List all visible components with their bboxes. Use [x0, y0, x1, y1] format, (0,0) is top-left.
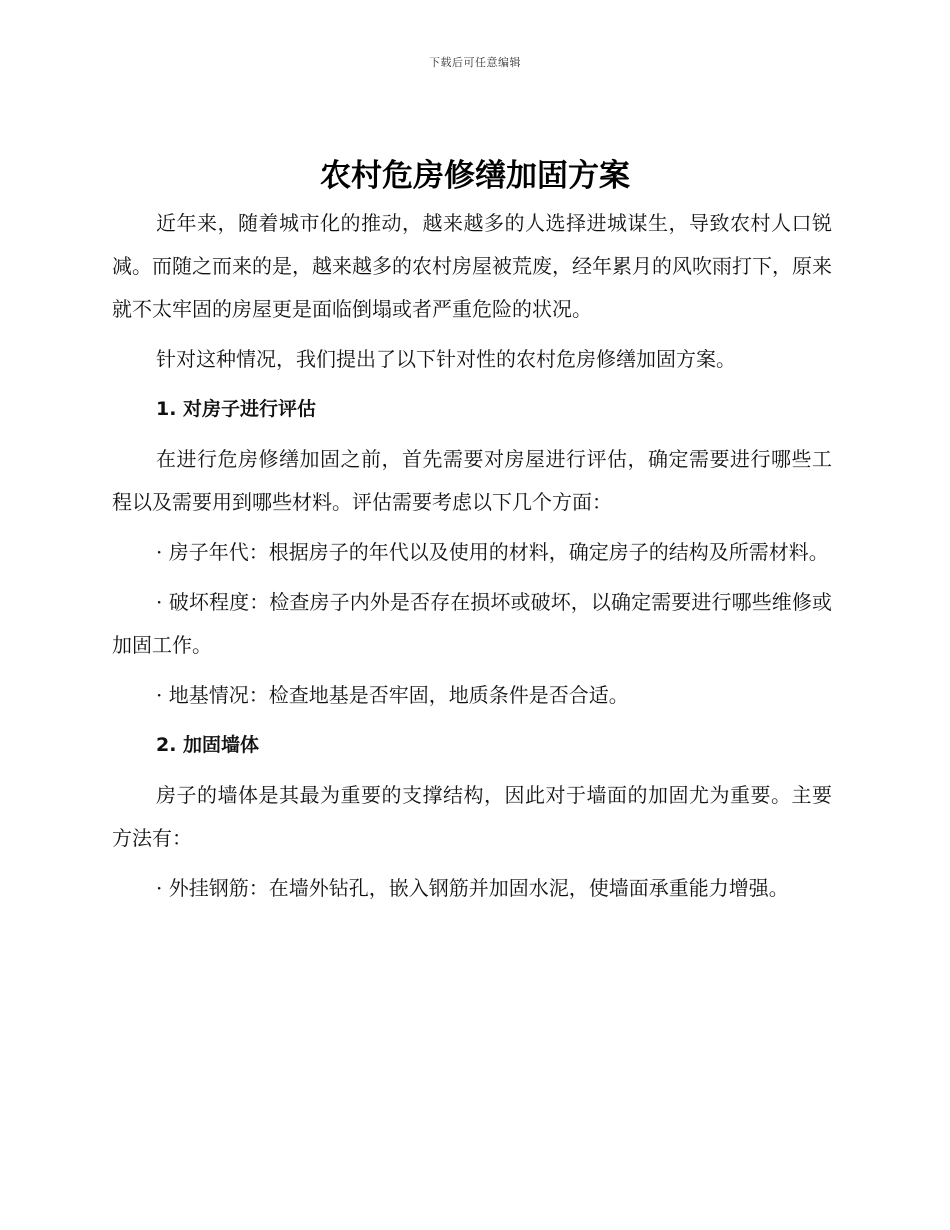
bullet-damage-level: · 破坏程度：检查房子内外是否存在损坏或破坏，以确定需要进行哪些维修或加固工作。: [112, 590, 832, 657]
paragraph-walls: 房子的墙体是其最为重要的支撑结构，因此对于墙面的加固尤为重要。主要方法有：: [112, 783, 832, 850]
paragraph-intro: 近年来，随着城市化的推动，越来越多的人选择进城谋生，导致农村人口锐减。而随之而来的是，越来越多的农村房屋被荒废，经年累月的风吹雨打下，原来就不太牢固的房屋更是面临倒塌或者严重危险的状况。: [112, 211, 832, 321]
paragraph-assessment: 在进行危房修缮加固之前，首先需要对房屋进行评估，确定需要进行哪些工程以及需要用到哪些材料。评估需要考虑以下几个方面：: [112, 447, 832, 514]
bullet-foundation: · 地基情况：检查地基是否牢固，地质条件是否合适。: [156, 683, 629, 707]
section-heading-assessment: 1. 对房子进行评估: [156, 398, 317, 420]
paragraph-proposal: 针对这种情况，我们提出了以下针对性的农村危房修缮加固方案。: [156, 347, 736, 371]
document-body: [112, 202, 832, 917]
document-title: 农村危房修缮加固方案: [320, 158, 630, 194]
section-heading-walls: 2. 加固墙体: [156, 734, 260, 756]
header-note: 下载后可任意编辑: [429, 56, 521, 69]
bullet-external-rebar: · 外挂钢筋：在墙外钻孔，嵌入钢筋并加固水泥，使墙面承重能力增强。: [156, 876, 789, 900]
bullet-house-age: · 房子年代：根据房子的年代以及使用的材料，确定房子的结构及所需材料。: [156, 540, 829, 564]
